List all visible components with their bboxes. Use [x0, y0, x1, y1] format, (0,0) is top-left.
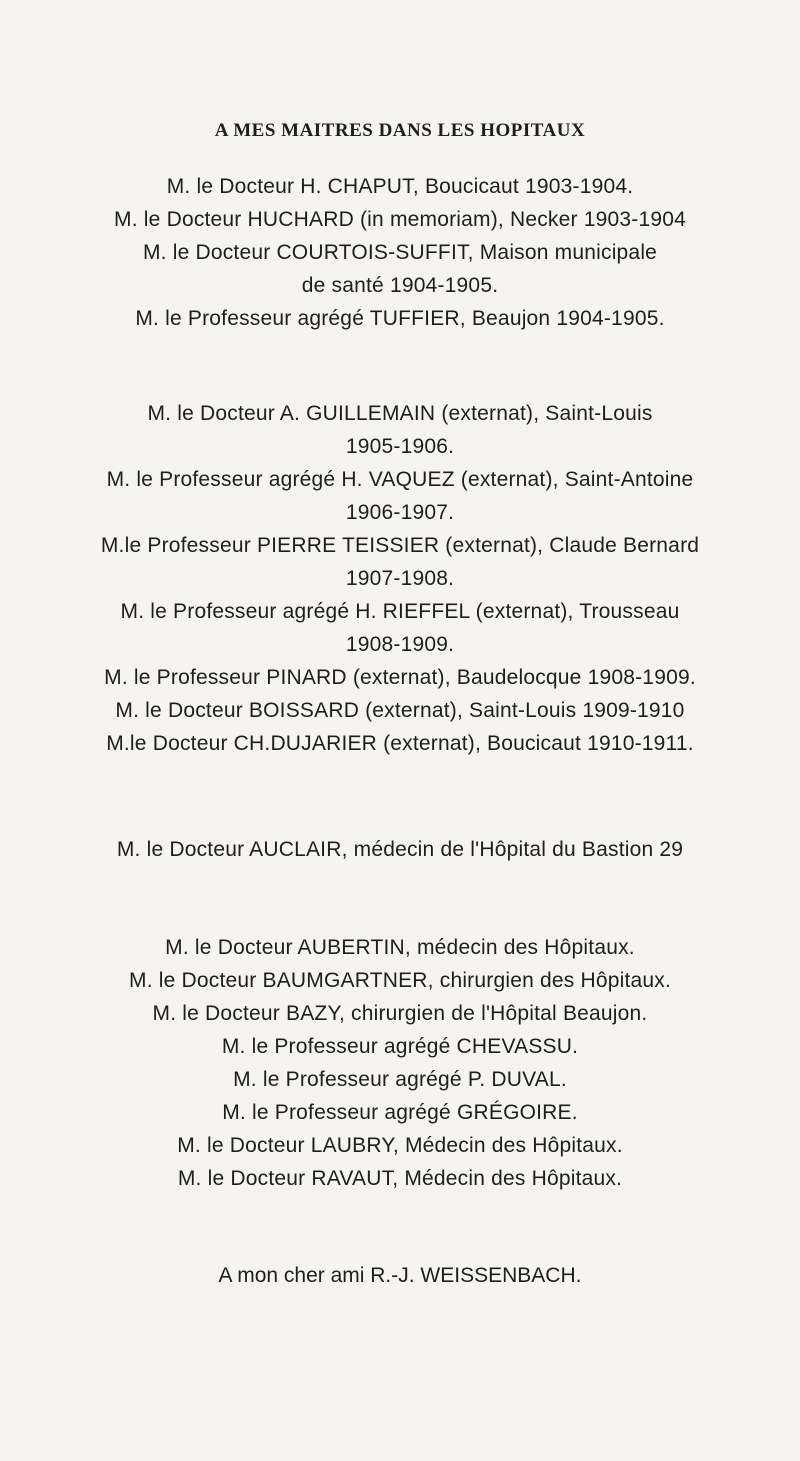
- entry-courtois-suffit: M. le Docteur COURTOIS-SUFFIT, Maison municipale: [142, 241, 658, 264]
- entry-auclair: M. le Docteur AUCLAIR, médecin de l'Hôpital du Bastion 29: [116, 838, 684, 861]
- entry-baumgartner: M. le Docteur BAUMGARTNER, chirurgien des Hôpitaux.: [129, 969, 671, 992]
- entry-vaquez: M. le Professeur agrégé H. VAQUEZ (externat), Saint-Antoine: [106, 468, 694, 491]
- entry-pinard: M. le Professeur PINARD (externat), Baudelocque 1908-1909.: [104, 666, 696, 689]
- entry-teissier: M.le Professeur PIERRE TEISSIER (externat), Claude Bernard: [100, 534, 700, 557]
- entry-duval: M. le Professeur agrégé P. DUVAL.: [233, 1068, 567, 1091]
- entry-tuffier: M. le Professeur agrégé TUFFIER, Beaujon 1904-1905.: [135, 307, 665, 330]
- entry-rieffel-years: 1908-1909.: [345, 633, 455, 656]
- entry-guillemain: M. le Docteur A. GUILLEMAIN (externat), Saint-Louis: [147, 402, 653, 425]
- entry-rieffel: M. le Professeur agrégé H. RIEFFEL (externat), Trousseau: [120, 600, 680, 623]
- entry-vaquez-years: 1906-1907.: [345, 501, 455, 524]
- entry-boissard: M. le Docteur BOISSARD (externat), Saint-Louis 1909-1910: [115, 699, 685, 722]
- entry-guillemain-years: 1905-1906.: [345, 435, 455, 458]
- entry-ravaut: M. le Docteur RAVAUT, Médecin des Hôpitaux.: [177, 1167, 623, 1190]
- entry-huchard: M. le Docteur HUCHARD (in memoriam), Necker 1903-1904: [114, 208, 686, 231]
- entry-teissier-years: 1907-1908.: [345, 567, 455, 590]
- entry-bazy: M. le Docteur BAZY, chirurgien de l'Hôpital Beaujon.: [152, 1002, 648, 1025]
- entry-laubry: M. le Docteur LAUBRY, Médecin des Hôpitaux.: [177, 1134, 623, 1157]
- entry-chaput: M. le Docteur H. CHAPUT, Boucicaut 1903-1904.: [166, 175, 634, 198]
- entry-chevassu: M. le Professeur agrégé CHEVASSU.: [221, 1035, 579, 1058]
- entry-gregoire: M. le Professeur agrégé GRÉGOIRE.: [222, 1101, 578, 1124]
- dedication: A mon cher ami R.-J. WEISSENBACH.: [218, 1264, 582, 1287]
- entry-courtois-suffit-cont: de santé 1904-1905.: [301, 274, 499, 297]
- entry-dujarier: M.le Docteur CH.DUJARIER (externat), Boucicaut 1910-1911.: [106, 732, 694, 755]
- entry-aubertin: M. le Docteur AUBERTIN, médecin des Hôpitaux.: [165, 936, 635, 959]
- page-heading: A MES MAITRES DANS LES HOPITAUX: [214, 120, 586, 141]
